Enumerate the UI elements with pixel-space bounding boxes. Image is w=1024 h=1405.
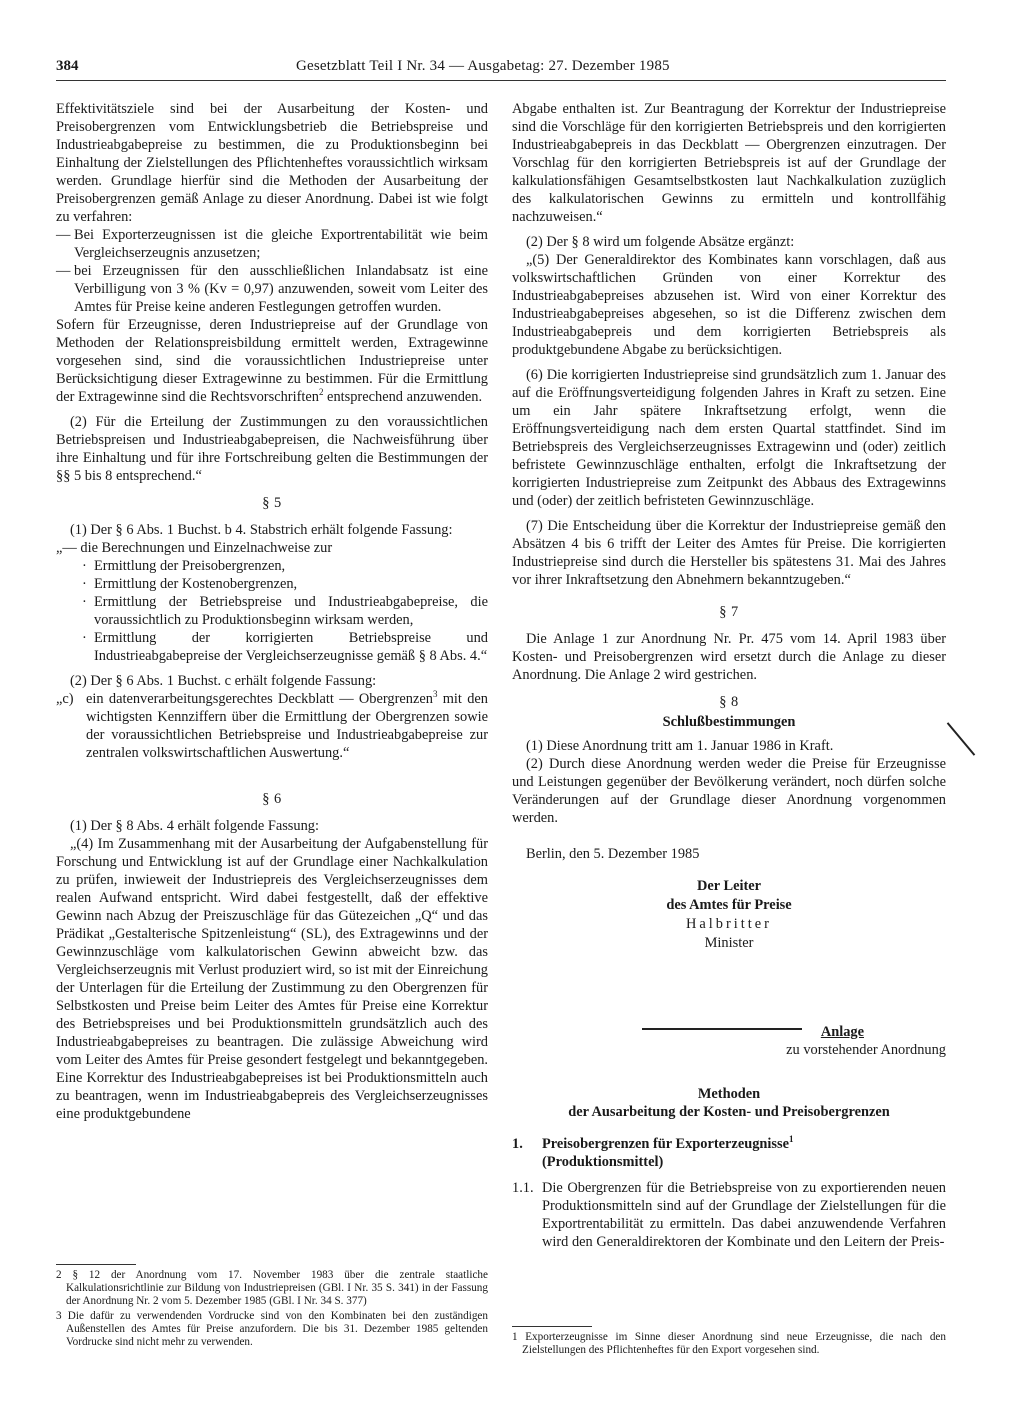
- paragraph: (1) Der § 8 Abs. 4 erhält folgende Fassung:: [70, 818, 319, 834]
- numbered-item: 1. Preisobergrenzen für Exporterzeugnisse$^1$ (Produktionsmittel): [512, 1134, 794, 1170]
- section-heading: § 7: [719, 604, 739, 620]
- paragraph: (6) Die korrigierten Industriepreise sind grundsätzlich zum 1. Januar des auf die Eröffnungsverteidigung folgenden Jahres in Kraft zu setzen. Eine um ein Jahr spätere Inkraftsetzung erfolgt, wenn die Eröffnungsverteidigung nach dem ersten Quartal stattfindet. Sind im Betriebspreis des Vergleichserzeugnisses Extragewinn und (oder) zeitlich befristete Gewinnzuschläge enthalten, erfolgt die Inkraftsetzung der korrigierten Industriepreise zum Zeitpunkt des Abbaus des Extragewinns und (oder) der zeitlich befristeten Gewinnzuschläge.: [512, 367, 946, 509]
- paragraph: Sofern für Erzeugnisse, deren Industriepreise auf der Grundlage von Methoden der Relationspreisbildung ermittelt werden, Extragewinne vorgesehen sind, sind die voraussichtlichen Industriepreise unter Berücksichtigung dieser Extragewinne zu bestimmen. Für die Ermittlung der Extragewinne sind die Rechtsvorschriften$^2$ entsprechend anzuwenden.: [56, 317, 488, 405]
- footnote-rule: [512, 1326, 592, 1327]
- footnote-ref: 3: [432, 689, 438, 700]
- right-column: [512, 100, 946, 1251]
- footnote: 1 Exporterzeugnisse im Sinne dieser Anordnung sind neue Erzeugnisse, die nach den Zielstellungen des Pflichtenheftes für den Export vorgesehen sind.: [512, 1331, 946, 1356]
- section-heading: § 8: [719, 694, 739, 710]
- dash-item: — Bei Exporterzeugnissen ist die gleiche Exportrentabilität wie beim Vergleichserzeugnis anzusetzen;: [56, 227, 488, 261]
- annex-subtitle: zu vorstehender Anordnung: [786, 1042, 946, 1058]
- paragraph: (2) Für die Erteilung der Zustimmungen zu den voraussichtlichen Betriebspreisen und Industrieabgabepreisen, die Nachweisführung über ihre Einhaltung und für ihre Fortschreibung gelten die Bestimmungen der §§ 5 bis 8 entsprechend.“: [56, 414, 488, 484]
- footnote-ref: 1: [789, 1134, 794, 1145]
- paragraph: „(4) Im Zusammenhang mit der Ausarbeitung der Aufgabenstellung für Forschung und Entwicklung ist auf der Grundlage einer Nachkalkulation zu prüfen, inwieweit der Industriepreis des Vergleichserzeugnisses dem realen Aufwand entspricht. Wird dabei festgestellt, daß der effektive Gewinn nach Abzug der Preiszuschläge für das Gütezeichen „Q“ und das Prädikat „Gestalterische Spitzenleistung“ (SL), des Extragewinns und der Gewinnzuschläge vom kalkulatorischen Gewinn abweicht bzw. das Vergleichserzeugnis mit Verlust produziert wird, so ist mit der Einreichung der Unterlagen für die Erteilung der Zustimmung zu den Obergrenzen für Selbstkosten und Preise beim Leiter des Amtes für Preise eine Korrektur des Betriebspreises und bei Produktionsmitteln grundsätzlich auch des Industrieabgabepreises zu beantragen. Die zulässige Abweichung wird vom Leiter des Amtes für Preise gesondert festgelegt und bekanntgegeben. Eine Korrektur des Industrieabgabepreises ist bei Produktionsmitteln auch zu beantragen, wenn im Industrieabgabepreis des Vergleichserzeugnisses eine produktgebundene: [56, 836, 488, 1122]
- signatory-title: Minister: [704, 935, 754, 951]
- footnote: 2 § 12 der Anordnung vom 17. November 1983 über die zentrale staatliche Kalkulationsrichtlinie zur Bildung von Industriepreisen (GBl. I Nr. 35 S. 341) in der Fassung der Anordnung Nr. 2 vom 5. Dezember 1985 (GBl. I Nr. 34 S. 377): [56, 1269, 488, 1307]
- signature-rule: [642, 1028, 802, 1030]
- paragraph: (2) Durch diese Anordnung werden weder die Preise für Erzeugnisse und Leistungen gegenüber der Bevölkerung verändert, noch dürfen solche Veränderungen auf der Grundlage dieser Anordnung vorgenommen werden.: [512, 756, 946, 826]
- footnotes-left: [56, 1264, 488, 1351]
- paragraph: (1) Diese Anordnung tritt am 1. Januar 1986 in Kraft.: [526, 738, 834, 754]
- left-column: [56, 100, 488, 1123]
- signature-line: Der Leiter: [696, 878, 762, 894]
- paragraph: (7) Die Entscheidung über die Korrektur der Industriepreise gemäß den Absätzen 4 bis 6 trifft der Leiter des Amtes für Preise. Die korrigierten Industriepreise sind durch die Hersteller bis spätestens 31. Mai des Jahres vor ihrer Inkraftsetzung den Abnehmern bekanntzugeben.“: [512, 518, 946, 588]
- bullet-item: · Ermittlung der Kostenobergrenzen,: [82, 576, 298, 592]
- footnotes-right: [512, 1326, 946, 1359]
- annex-heading: der Ausarbeitung der Kosten- und Preisobergrenzen: [568, 1104, 890, 1120]
- annex-heading: Methoden: [697, 1086, 761, 1102]
- running-title: Gesetzblatt Teil I Nr. 34 — Ausgabetag: 27. Dezember 1985: [296, 58, 670, 74]
- list-lead: „— die Berechnungen und Einzelnachweise zur: [56, 540, 333, 556]
- page-header: [56, 58, 946, 82]
- bullet-item: · Ermittlung der Preisobergrenzen,: [82, 558, 286, 574]
- paragraph: Abgabe enthalten ist. Zur Beantragung der Korrektur der Industriepreise sind die Vorschläge für den korrigierten Betriebspreis und den korrigierten Industrieabgabepreis in das Deckblatt — Obergrenzen einzutragen. Der Vorschlag für den korrigierten Betriebspreis ist auf der Grundlage der kalkulationsfähigen Gesamtselbstkosten laut Nachkalkulation zuzüglich des kalkulatorischen Gewinns zu ermitteln und kontrollfähig nachzuweisen.“: [512, 101, 946, 225]
- footnote-rule: [56, 1264, 136, 1265]
- paragraph: „(5) Der Generaldirektor des Kombinates kann vorschlagen, daß aus volkswirtschaftlichen Gründen von einer Korrektur des Industrieabgabepreises abzusehen ist. Wird von einer Korrektur des Industrieabgabepreises abgesehen, so ist die Differenz zwischen dem Industrieabgabepreis und dem korrigierten Betriebspreis als produktgebundene Abgabe zu berücksichtigen.: [512, 252, 946, 358]
- page-number: 384: [56, 58, 79, 74]
- dash-item-text: bei Erzeugnissen für den ausschließlichen Inlandabsatz ist eine Verbilligung von 3 % (Kv = 0,97) anzuwenden, soweit vom Leiter des Amtes für Preise keine anderen Festlegungen getroffen wurden.: [74, 263, 488, 315]
- section-title: Schlußbestimmungen: [662, 714, 796, 730]
- dash-item-text: Bei Exporterzeugnissen ist die gleiche Exportrentabilität wie beim Vergleichserzeugnis anzusetzen;: [74, 227, 488, 261]
- footnote: 3 Die dafür zu verwendenden Vordrucke sind von den Kombinaten bei den zuständigen Außenstellen des Amtes für Preise anzufordern. Die bis 31. Dezember 1985 geltenden Vordrucke sind nicht mehr zu verwenden.: [56, 1310, 488, 1348]
- signature-line: des Amtes für Preise: [666, 897, 792, 913]
- bullet-item: · Ermittlung der korrigierten Betriebspreise und Industrieabgabepreise der Vergleichserzeugnisse gemäß § 8 Abs. 4.“: [82, 630, 488, 664]
- paragraph: (1) Der § 6 Abs. 1 Buchst. b 4. Stabstrich erhält folgende Fassung:: [70, 522, 453, 538]
- paragraph: Die Anlage 1 zur Anordnung Nr. Pr. 475 vom 14. April 1983 über Kosten- und Preisobergrenzen wird ersetzt durch die Anlage zu dieser Anordnung. Die Anlage 2 wird gestrichen.: [512, 631, 946, 683]
- numbered-item: 1.1. Die Obergrenzen für die Betriebspreise von zu exportierenden neuen Produktionsmitteln sind auf der Grundlage der Zielstellungen für die Exportrentabilität zu ermitteln. Das dabei anzuwendende Verfahren wird den Generaldirektoren der Kombinate und den Leitern der Preis-: [512, 1180, 946, 1250]
- paragraph: (2) Der § 6 Abs. 1 Buchst. c erhält folgende Fassung:: [70, 673, 377, 689]
- margin-mark: [947, 722, 976, 755]
- section-heading: § 6: [262, 791, 282, 807]
- bullet-item: · Ermittlung der Betriebspreise und Industrieabgabepreise, die voraussichtlich zu Produktionsbeginn wirksam werden,: [82, 594, 488, 628]
- footnote-ref: 2: [318, 387, 324, 398]
- header-rule: [56, 80, 946, 81]
- signatory-name: Halbritter: [686, 916, 772, 932]
- annex-label: Anlage: [820, 1024, 864, 1040]
- clause-c: „c) ein datenverarbeitungsgerechtes Deckblatt — Obergrenzen$^3$ mit den wichtigsten Kennziffern über die Ermittlung der Obergrenzen sowie der voraussichtlichen Betriebspreise und Industrieabgabepreise zur zentralen volkswirtschaftlichen Auswertung.“: [56, 689, 488, 761]
- place-date: Berlin, den 5. Dezember 1985: [526, 846, 700, 862]
- dash-item: — bei Erzeugnissen für den ausschließlichen Inlandabsatz ist eine Verbilligung von 3 % (Kv = 0,97) anzuwenden, soweit vom Leiter des Amtes für Preise keine anderen Festlegungen getroffen wurden.: [56, 263, 488, 315]
- paragraph: (2) Der § 8 wird um folgende Absätze ergänzt:: [526, 234, 795, 250]
- section-heading: § 5: [262, 495, 282, 511]
- paragraph: Effektivitätsziele sind bei der Ausarbeitung der Kosten- und Preisobergrenzen vom Entwicklungsbetrieb die Betriebspreise und Industrieabgabepreise zu bestimmen, die zu Produktionsbeginn bei Einhaltung der Zielstellungen des Pflichtenheftes voraussichtlich wirksam werden. Grundlage hierfür sind die Methoden der Ausarbeitung der Preisobergrenzen gemäß Anlage zu dieser Anordnung. Dabei ist wie folgt zu verfahren:: [56, 101, 488, 225]
- signature-block: [512, 877, 946, 953]
